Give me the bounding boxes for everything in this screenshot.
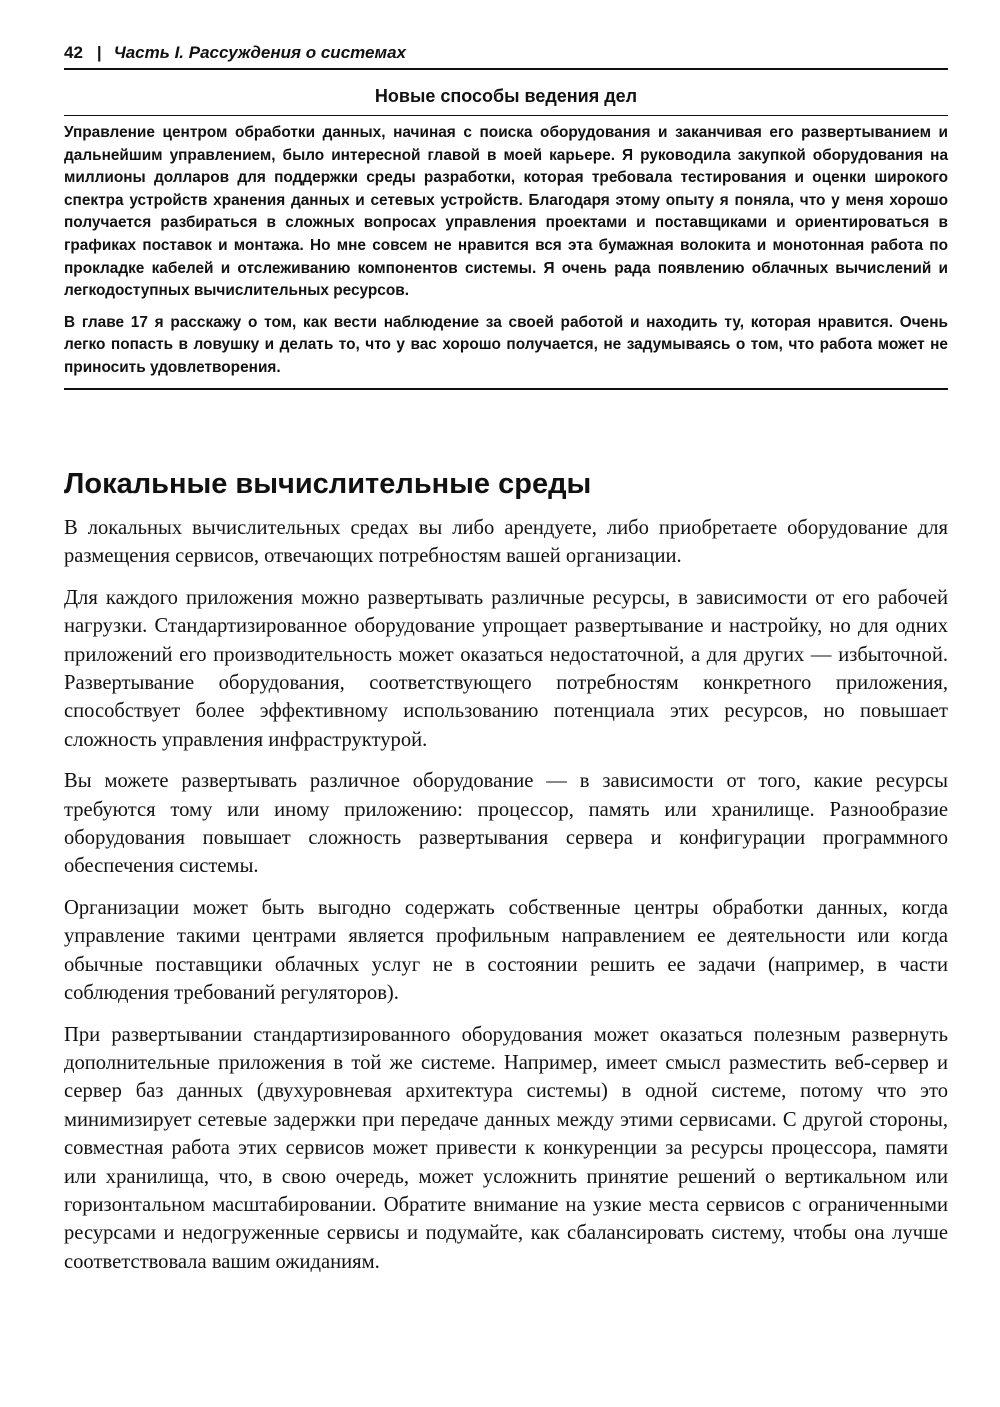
section-heading: Локальные вычислительные среды xyxy=(64,468,592,500)
body-paragraph: Для каждого приложения можно развертывать различные ресурсы, в зависимости от его рабочей нагрузки. Стандартизированное оборудование упрощает развертывание и настройку, но для одних приложений его производительность может оказаться недостаточной, а для других — избыточной. Развертывание оборудования, соответствующего потребностям конкретного приложения, способствует более эффективному использованию потенциала этих ресурсов, но повышает сложность управления инфраструктурой. xyxy=(64,586,948,751)
part-title: Часть I. Рассуждения о системах xyxy=(113,43,406,62)
sidebar-paragraph: Управление центром обработки данных, начиная с поиска оборудования и заканчивая его развертыванием и дальнейшим управлением, было интересной главой в моей карьере. Я руководила закупкой оборудования на миллионы долларов для поддержки среды разработки, которая требовала тестирования и оценки широкого спектра устройств хранения данных и сетевых устройств. Благодаря этому опыту я поняла, что у меня хорошо получается разбираться в сложных вопросах управления проектами и поставщиками и ориентироваться в графиках поставок и монтажа. Но мне совсем не нравится вся эта бумажная волокита и монотонная работа по прокладке кабелей и отслеживанию компонентов системы. Я очень рада появлению облачных вычислений и легкодоступных вычислительных ресурсов. xyxy=(64,124,948,300)
body-paragraph: При развертывании стандартизированного оборудования может оказаться полезным развернуть дополнительные приложения в той же системе. Например, имеет смысл разместить веб-сервер и сервер баз данных (двухуровневая архитектура системы) в одной системе, потому что это минимизирует сетевые задержки при передаче данных между этими сервисами. С другой стороны, совместная работа этих сервисов может привести к конкуренции за ресурсы процессора, памяти или хранилища, что, в свою очередь, может усложнить принятие решений о вертикальном или горизонтальном масштабировании. Обратите внимание на узкие места сервисов с ограниченными ресурсами и недогруженные сервисы и подумайте, как сбалансировать систему, чтобы она лучше соответствовала вашим ожиданиям. xyxy=(64,1023,948,1273)
page-number: 42 xyxy=(64,43,83,62)
sidebar-bottom-rule xyxy=(64,388,948,390)
body-paragraph: В локальных вычислительных средах вы либо арендуете, либо приобретаете оборудование для размещения сервисов, отвечающих потребностям вашей организации. xyxy=(64,517,948,568)
running-header xyxy=(64,42,948,70)
header-separator: | xyxy=(96,43,102,62)
section-body xyxy=(64,514,948,1289)
body-paragraph: Организации может быть выгодно содержать собственные центры обработки данных, когда управление такими центрами является профильным направлением ее деятельности или когда обычные поставщики облачных услуг не в состоянии решить ее задачи (например, в части соблюдения требований регуляторов). xyxy=(64,896,948,1005)
sidebar-title: Новые способы ведения дел xyxy=(64,84,948,116)
sidebar-paragraph: В главе 17 я расскажу о том, как вести наблюдение за своей работой и находить ту, которая нравится. Очень легко попасть в ловушку и делать то, что у вас хорошо получается, не задумываясь о том, что работа может не приносить удовлетворения. xyxy=(64,313,948,376)
sidebar-box xyxy=(64,84,948,390)
body-paragraph: Вы можете развертывать различное оборудование — в зависимости от того, какие ресурсы требуются тому или иному приложению: процессор, память или хранилище. Разнообразие оборудования повышает сложность развертывания сервера и конфигурации программного обеспечения системы. xyxy=(64,770,948,878)
